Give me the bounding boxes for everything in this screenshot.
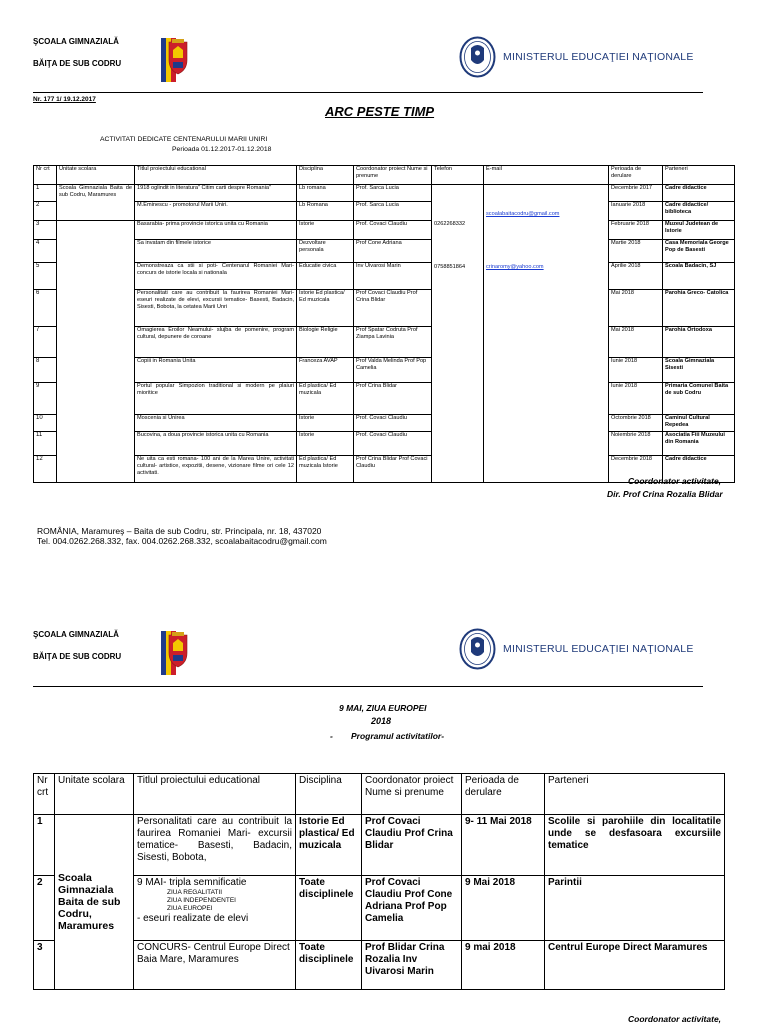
table-row: [34, 263, 735, 290]
row-titlu: Copiii in Romania Unita: [135, 358, 297, 383]
row-titlu-sub3: ZIUA EUROPEI: [167, 905, 213, 912]
school-place-p2: BĂIŢA DE SUB CODRU: [33, 652, 122, 661]
row-disciplina: Lb Romana: [297, 202, 354, 221]
row-coordonator: Prof Crina Blidar Prof Covaci Claudiu: [354, 456, 432, 483]
row-nr: 3: [34, 941, 55, 990]
row-parteneri: Scolile si parohiile din localitatile unde se desfasoara excursiile tematice: [545, 815, 725, 876]
row-disciplina: Toate disciplinele: [296, 876, 362, 941]
row-parteneri: Parohia Greco- Catolica: [663, 290, 735, 327]
row-coordonator: Prof Cone Adriana: [354, 240, 432, 263]
europe-day-year: 2018: [371, 716, 392, 726]
row-titlu: CONCURS- Centrul Europe Direct Baia Mare, Maramures: [134, 941, 296, 990]
row-coordonator: Prof Spatar Codruta Prof Ziampa Lavinia: [354, 327, 432, 358]
coat-of-arms-icon: [160, 38, 190, 82]
row-titlu-sub1: ZIUA REGALITATII: [167, 889, 223, 896]
row-parteneri: Parohia Ortodoxa: [663, 327, 735, 358]
row-parteneri: Primaria Comunei Baita de sub Codru: [663, 383, 735, 415]
row-perioada: Februarie 2018: [609, 221, 663, 240]
row-perioada: Iunie 2018: [609, 358, 663, 383]
row-perioada: 9 mai 2018: [462, 941, 545, 990]
ministry-name: MINISTERUL EDUCAŢIEI NAŢIONALE: [503, 51, 694, 63]
email-link-director[interactable]: crinaromy@yahoo.com: [486, 264, 544, 270]
row-nr: 1: [34, 815, 55, 876]
row-titlu: Basarabia- prima provincie istorica unita cu Romania: [135, 221, 297, 240]
table-header-row: [34, 774, 725, 815]
header-nr: Nr crt: [34, 166, 57, 185]
subtitle-centenar: ACTIVITATI DEDICATE CENTENARULUI MARII UNIRI: [100, 136, 268, 143]
row-coordonator: Prof Covaci Claudiu Prof Crina Blidar: [354, 290, 432, 327]
program-title: Programul activitatilor-: [351, 731, 445, 741]
row-perioada: Ianuarie 2018: [609, 202, 663, 221]
row-titlu: Ne uita ca esti romana- 100 ani de la Marea Unire, activitati cultural- artistice, expozitii, desene, vizionare filme ori cele 12 activitati.: [135, 456, 297, 483]
row-disciplina: Franceza AVAP: [297, 358, 354, 383]
row-titlu: 1918 oglindit in literatura" Citim carti despre Romania": [135, 185, 297, 202]
row-titlu: Demonstreaza ca stii si poti- Centenarul Romaniei Mari- concurs de istorie locala si nationala: [135, 263, 297, 290]
table-header-row: [34, 166, 735, 185]
row-disciplina: Istorie: [297, 221, 354, 240]
row-nr: 12: [34, 456, 57, 483]
row-perioada: 9 Mai 2018: [462, 876, 545, 941]
row-coordonator: Prof. Sarca Lucia: [354, 202, 432, 221]
email-link-school[interactable]: scoalabaitacodru@gmail.com: [486, 211, 560, 217]
header-divider: [33, 92, 703, 93]
header-perioada: Perioada de derulare: [462, 774, 545, 815]
header-telefon: Telefon: [432, 166, 484, 185]
table-row: [34, 941, 725, 990]
row-parteneri: Scoala Gimnaziala Sisesti: [663, 358, 735, 383]
table-row: [34, 290, 735, 327]
table-row: [34, 415, 735, 432]
table-row: [34, 432, 735, 456]
row-parteneri: Asociatia Fiii Muzeului din Romania: [663, 432, 735, 456]
row-parteneri: Cadre didactice/ biblioteca: [663, 202, 735, 221]
row-coordonator: Prof. Covaci Claudiu: [354, 221, 432, 240]
row-coordonator: Prof Blidar Crina Rozalia Inv Uivarosi Marin: [362, 941, 462, 990]
row-disciplina: Dezvoltare personala: [297, 240, 354, 263]
row-perioada: Decembrie 2018: [609, 456, 663, 483]
activities-table-centenar: [33, 165, 735, 483]
coordinator-label-p2: Coordonator activitate,: [628, 1014, 722, 1024]
header-email: E-mail: [484, 166, 609, 185]
row-perioada: Mai 2018: [609, 290, 663, 327]
page-title: ARC PESTE TIMP: [325, 104, 435, 119]
row-coordonator: Prof Covaci Claudiu Prof Crina Blidar: [362, 815, 462, 876]
row-nr: 9: [34, 383, 57, 415]
row-titlu-sub2: ZIUA INDEPENDENTEI: [167, 897, 236, 904]
table-row: [34, 221, 735, 240]
row-titlu: Moscenia si Unirea: [135, 415, 297, 432]
header-disciplina: Disciplina: [296, 774, 362, 815]
header-divider-p2: [33, 686, 703, 687]
row-titlu: Omagierea Eroilor Neamului- slujba de pomenire, program cultural, depunere de coroane: [135, 327, 297, 358]
row-parteneri: Muzeul Judetean de Istorie: [663, 221, 735, 240]
row-parteneri: Caminul Cultural Repedea: [663, 415, 735, 432]
row-perioada: Mai 2018: [609, 327, 663, 358]
row-titlu: Portul popular Simpozion traditional si modern pe plaiuri mioritice: [135, 383, 297, 415]
row-parteneri: Cadre didactice: [663, 456, 735, 483]
row-parteneri: Cadre didactice: [663, 185, 735, 202]
row-perioada: Martie 2018: [609, 240, 663, 263]
row-perioada: 9- 11 Mai 2018: [462, 815, 545, 876]
footer-contact: Tel. 004.0262.268.332, fax. 004.0262.268.332, scoalabaitacodru@gmail.com: [37, 536, 327, 546]
row-coordonator: Prof. Covaci Claudiu: [354, 415, 432, 432]
row-nr: 10: [34, 415, 57, 432]
school-name-p2: ŞCOALA GIMNAZIALĂ: [33, 630, 119, 639]
row-perioada: Aprilie 2018: [609, 263, 663, 290]
row-coordonator: Prof. Covaci Claudiu: [354, 432, 432, 456]
row-parteneri: Parintii: [545, 876, 725, 941]
row-disciplina: Istorie Ed plastica/ Ed muzicala: [297, 290, 354, 327]
row-disciplina: Ed plastica/ Ed muzicala: [297, 383, 354, 415]
header-disciplina: Disciplina: [297, 166, 354, 185]
coordinator-label: Coordonator activitate,: [628, 476, 722, 486]
row-titlu: Personalitati care au contribuit la faurirea Romaniei Mari- eseuri realizate de elevi, excursii tematice- Basesti, Badacin, Sisesti, Bobota, la cetatea Marii Unri: [135, 290, 297, 327]
row-nr: 3: [34, 221, 57, 240]
ministry-emblem-icon: [459, 36, 496, 78]
header-coordonator: Coordonator proiect Nume si prenume: [354, 166, 432, 185]
row-nr: 11: [34, 432, 57, 456]
row-nr: 2: [34, 202, 57, 221]
row-titlu: Sa invatam din filmele istorice: [135, 240, 297, 263]
table-row: [34, 185, 735, 202]
table-row: [34, 240, 735, 263]
school-name: ŞCOALA GIMNAZIALĂ: [33, 37, 119, 46]
header-perioada: Perioada de derulare: [609, 166, 663, 185]
ministry-emblem-icon: [459, 628, 496, 670]
row-perioada: Iunie 2018: [609, 383, 663, 415]
row-parteneri: Casa Memoriala George Pop de Basesti: [663, 240, 735, 263]
doc-number: Nr. 177 1/ 19.12.2017: [33, 96, 96, 103]
row-disciplina: Ed plastica/ Ed muzicala Istorie: [297, 456, 354, 483]
row-titlu: Bucovina, a doua provincie istorica unita cu Romania: [135, 432, 297, 456]
table-row: [34, 383, 735, 415]
header-titlu: Titlul proiectului educational: [134, 774, 296, 815]
row-telefon: [432, 185, 484, 483]
activities-table-europe: [33, 773, 725, 990]
row-disciplina: Educatie civica: [297, 263, 354, 290]
row-unitate: Scoala Gimnaziala Baita de sub Codru, Maramures: [57, 185, 135, 221]
row-parteneri: Centrul Europe Direct Maramures: [545, 941, 725, 990]
row-titlu: [134, 876, 296, 941]
row-unitate-empty: [57, 221, 135, 483]
europe-day-title: 9 MAI, ZIUA EUROPEI: [339, 703, 427, 713]
row-titlu-main: 9 MAI- tripla semnificatie: [137, 877, 247, 888]
header-coordonator: Coordonator proiect Nume si prenume: [362, 774, 462, 815]
header-titlu: Titlul proiectului educational: [135, 166, 297, 185]
table-row: [34, 358, 735, 383]
row-coordonator: Prof Covaci Claudiu Prof Cone Adriana Prof Pop Camelia: [362, 876, 462, 941]
footer-address: ROMÂNIA, Maramureş – Baita de sub Codru, str. Principala, nr. 18, 437020: [37, 526, 322, 536]
coat-of-arms-icon: [160, 631, 190, 675]
header-unitate: Unitate scolara: [57, 166, 135, 185]
mobile-number: 0758851864: [434, 264, 466, 270]
row-nr: 1: [34, 185, 57, 202]
row-disciplina: Toate disciplinele: [296, 941, 362, 990]
row-parteneri: Scoala Badacin, SJ: [663, 263, 735, 290]
row-disciplina: Istorie: [297, 415, 354, 432]
row-perioada: Noiembrie 2018: [609, 432, 663, 456]
school-place: BĂIŢA DE SUB CODRU: [33, 59, 122, 68]
header-parteneri: Parteneri: [545, 774, 725, 815]
row-perioada: Octombrie 2018: [609, 415, 663, 432]
header-parteneri: Parteneri: [663, 166, 735, 185]
row-nr: 4: [34, 240, 57, 263]
table-row: [34, 202, 735, 221]
subtitle-period: Perioada 01.12.2017-01.12.2018: [172, 146, 272, 153]
row-nr: 7: [34, 327, 57, 358]
row-disciplina: Istorie: [297, 432, 354, 456]
row-unitate: Scoala Gimnaziala Baita de sub Codru, Maramures: [55, 815, 134, 990]
ministry-name-p2: MINISTERUL EDUCAŢIEI NAŢIONALE: [503, 643, 694, 655]
row-disciplina: Biologie Religie: [297, 327, 354, 358]
row-coordonator: Prof Crina Blidar: [354, 383, 432, 415]
row-disciplina: Lb romana: [297, 185, 354, 202]
row-titlu: M.Eminescu - promotorul Marii Uniri.: [135, 202, 297, 221]
row-nr: 8: [34, 358, 57, 383]
row-disciplina: Istorie Ed plastica/ Ed muzicala: [296, 815, 362, 876]
row-coordonator: Prof. Sarca Lucia: [354, 185, 432, 202]
header-nr: Nr crt: [34, 774, 55, 815]
row-perioada: Decembrie 2017: [609, 185, 663, 202]
row-titlu-after: - eseuri realizate de elevi: [137, 913, 249, 924]
row-coordonator: Prof Valda Melinda Prof Pop Camelia: [354, 358, 432, 383]
program-dash: -: [330, 731, 333, 741]
table-row: [34, 815, 725, 876]
header-unitate: Unitate scolara: [55, 774, 134, 815]
row-nr: 2: [34, 876, 55, 941]
coordinator-name: Dir. Prof Crina Rozalia Blidar: [607, 489, 723, 499]
row-email: [484, 185, 609, 483]
row-nr: 6: [34, 290, 57, 327]
table-row: [34, 327, 735, 358]
table-row: [34, 876, 725, 941]
row-nr: 5: [34, 263, 57, 290]
phone-number: 0262268332: [434, 221, 466, 227]
row-titlu: Personalitati care au contribuit la faurirea Romaniei Mari- excursii tematice- Basesti, Badacin, Sisesti, Bobota,: [134, 815, 296, 876]
row-coordonator: Inv Uivarosi Marin: [354, 263, 432, 290]
